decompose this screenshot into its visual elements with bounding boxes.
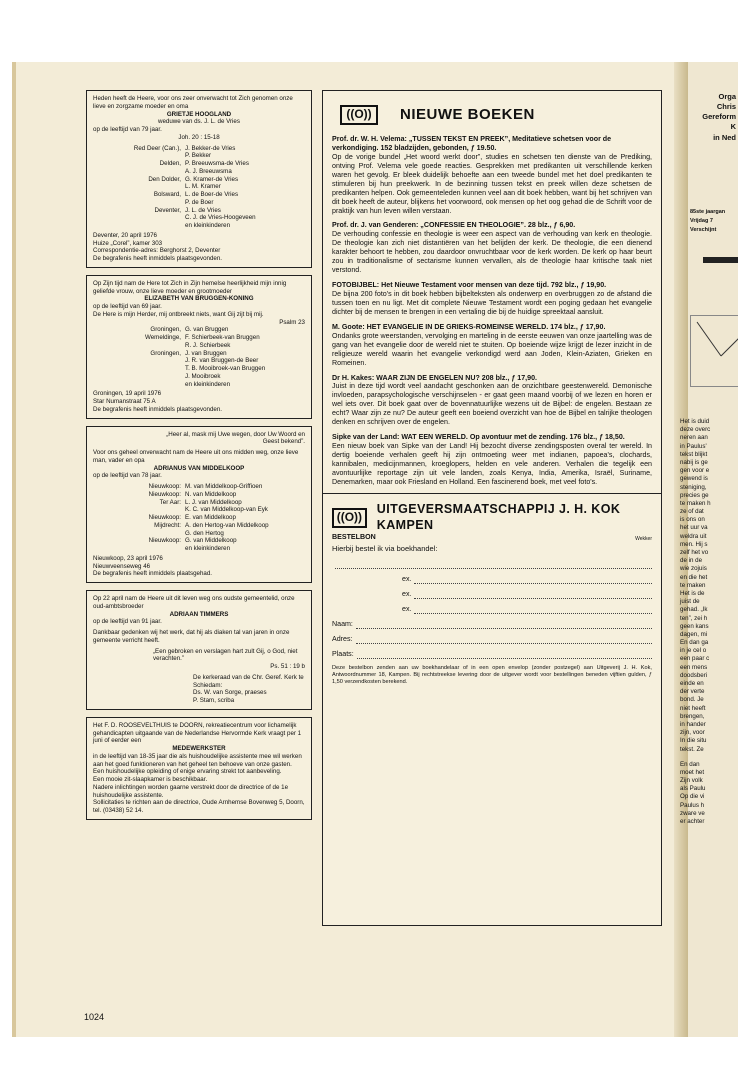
text-line: einde en [680, 680, 704, 687]
text-line: is ons on [680, 516, 705, 524]
order-title: BESTELBON [332, 533, 376, 542]
text-line: in hander [680, 720, 706, 728]
order-line[interactable] [332, 569, 652, 584]
order-line[interactable] [332, 644, 652, 659]
family-names: G. van Bruggen [185, 326, 229, 334]
kok-logo-icon: ((O)) [332, 508, 367, 528]
text-line: gehad. „Ik [680, 606, 708, 614]
advert-line: Nadere inlichtingen worden gaarne verstrekt door de directrice of de 1e huishoudelijke assistente. [93, 783, 289, 799]
family-names: J. L. de Vries [185, 206, 221, 214]
family-place [93, 183, 185, 191]
books-header [340, 105, 652, 125]
family-row [93, 214, 305, 222]
notice-footer-2: Huize „Corel”, kamer 303 [93, 239, 163, 247]
notice-footer-1: Deventer, 20 april 1976 [93, 231, 157, 239]
family-row [93, 545, 305, 553]
text-line: in Paulus' [680, 442, 707, 450]
text-line: nabij is ge [680, 458, 708, 466]
family-names: en kleinkinderen [185, 545, 231, 552]
family-place: Mijdrecht: [154, 521, 181, 529]
family-row [93, 160, 305, 168]
family-names: L. de Boer-de Vries [185, 191, 239, 198]
text-line: Gereform [702, 112, 736, 122]
family-names: P. Bekker [185, 152, 212, 160]
family-row [93, 483, 305, 491]
text-line: moet het [680, 768, 705, 776]
notice-name: GRIETJE HOOGLAND [166, 110, 232, 118]
family-row [93, 365, 305, 373]
notice-van-middelkoop [86, 426, 312, 584]
right-page-meta [690, 208, 725, 234]
text-line: Zijn volk [680, 777, 703, 785]
notice-quote: „Een gebroken en verslagen hart zult Gij, o God, niet verachten.” [153, 647, 298, 663]
text-line: men. Hij s [680, 540, 708, 548]
family-names: J. Bekker-de Vries [185, 144, 236, 152]
order-line-field[interactable] [414, 583, 652, 584]
right-page-illustration [690, 315, 738, 387]
family-list [93, 483, 305, 553]
family-place [93, 381, 185, 389]
text-line: in je cel o [680, 647, 707, 655]
family-place [93, 365, 185, 373]
family-row [93, 506, 305, 514]
kok-logo-icon: ((O)) [340, 105, 378, 125]
advert-intro: Het F. D. ROOSEVELTHUIS te DOORN, rekreatiecentrum voor lichamelijk gehandicapten uitgaande van de Nederlandse Hervormde Kerk vraagt per 1 juni of eerder een [93, 721, 302, 745]
family-place [93, 214, 185, 222]
family-row [93, 207, 305, 215]
notice-footer-3: Correspondentie-adres: Berghorst 2, Deventer [93, 247, 221, 255]
family-row [93, 530, 305, 538]
family-names: A. J. Breeuwsma [185, 167, 232, 175]
text-line: der verte [680, 688, 705, 696]
family-place: Groningen, [150, 326, 181, 334]
family-row [93, 522, 305, 530]
family-place: Deventer, [154, 206, 181, 214]
advert-line: Een mooie zit-slaapkamer is beschikbaar. [93, 776, 208, 783]
family-row [93, 199, 305, 207]
family-row [93, 152, 305, 160]
book-title: Dr H. Kakes: WAAR ZIJN DE ENGELEN NU? 208 blz., ƒ 17,90. [332, 373, 537, 382]
notice-footer-1: Groningen, 19 april 1976 [93, 390, 162, 398]
book-description: Een nieuw boek van Sipke van der Land! Hij bezocht diverse zendingsposten overal ter wereld. In dertig boeiende verhalen geeft hij zijn ontmoeting weer met indianen, papoea's, clochards, kannibalen, medicijnmannen, kroeglopers, helden en vele anderen. Verhalen die tegelijk een avontuurlijke reportage zijn uit vele landen, zoals Kenya, India, Amerika, Israël, Suriname, Denemarken, maar ook Friesland en Holland. Een fascinerend boek, met veel foto's. [332, 442, 652, 486]
notice-intro: Op Zijn tijd nam de Here tot Zich in Zijn hemelse heerlijkheid mijn innig geliefde vrouw, onze lieve moeder en grootmoeder [93, 279, 287, 295]
text-line: Verschijnt [690, 226, 717, 233]
family-names: L. M. Kramer [185, 183, 221, 191]
order-line[interactable] [332, 584, 652, 599]
text-line: tekst. Ze [680, 745, 704, 753]
family-names: J. van Bruggen [185, 349, 227, 357]
family-names: F. Schierbeek-van Bruggen [185, 334, 260, 341]
text-line: tekst blijkt [680, 450, 708, 458]
notice-footer-3: De begrafenis heeft inmiddels plaatsgevonden. [93, 405, 222, 413]
family-names: N. van Middelkoop [185, 490, 237, 498]
family-row [93, 168, 305, 176]
text-line: zelf het vo [680, 549, 709, 556]
order-line[interactable] [332, 554, 652, 569]
order-line-label: Adres: [332, 634, 353, 643]
text-line: Op die vi [680, 793, 705, 801]
family-place: Nieuwkoop: [148, 514, 181, 521]
book-description: De bijna 200 foto's in dit boek hebben bijbelteksten als onderwerp en overbruggen zo de afstand die tussen toen en nu ligt. Met dit complete Nieuwe Testament wordt een poging gedaan het evangelie dichter bij de mensen te brengen in een vertaling die bij de huidige spreektaal aansluit. [332, 290, 652, 316]
notice-sign-2: Ds. W. van Sorge, praeses [193, 689, 267, 697]
notice-sub: weduwe van ds. J. L. de Vries [158, 118, 240, 126]
text-line: Vrijdag 7 [690, 217, 713, 224]
family-row [93, 357, 305, 365]
publisher-header [332, 502, 652, 534]
book-title: Prof. dr. W. H. Velema: „TUSSEN TEKST EN PREEK”, Meditatieve schetsen voor de verkondiging. 152 bladzijden, gebonden, ƒ 19.50. [332, 135, 612, 152]
notice-intro: Voor ons geheel onverwacht nam de Heere uit ons midden weg, onze lieve man, vader en opa [93, 449, 299, 464]
notice-sign-3: P. Stam, scriba [193, 697, 235, 704]
order-line-label: Plaats: [332, 649, 354, 658]
text-line: precies ge [680, 491, 709, 499]
family-place [93, 168, 185, 176]
notice-name: ADRIAAN TIMMERS [169, 610, 229, 618]
text-line: en die het [680, 573, 708, 581]
family-row [93, 183, 305, 191]
family-place: Red Deer (Can.), [133, 144, 181, 152]
order-line-label: ex. [402, 604, 412, 613]
text-line: weldra uit [680, 532, 707, 540]
notice-verse: Joh. 20 : 15-18 [178, 133, 220, 141]
family-place [93, 357, 185, 365]
notice-footer-4: De begrafenis heeft inmiddels plaatsgevonden. [93, 255, 222, 262]
text-line: te maken [680, 581, 706, 589]
notice-footer-2: Nieuwveenseweg 46 [93, 562, 151, 570]
book-description: Ondanks grote weerstanden, vervolging en marteling in de eerste eeuwen van onze jaartelling was de gang van het evangelie door de wereld niet te stuiten. Op boeiende wijze krijgt de lezer inzicht in de religieuze wereld waarin het evangelie verkondigd werd aan Joden, Klein-Aziaten, Grieken en Romeinen. [332, 331, 652, 367]
text-line: Paulus h [680, 801, 705, 809]
family-place [93, 545, 185, 553]
order-line[interactable] [332, 614, 652, 629]
family-place [93, 342, 185, 350]
family-place [93, 530, 185, 538]
family-names: G. Kramer-de Vries [185, 175, 239, 183]
family-row [93, 499, 305, 507]
family-names: J. R. van Bruggen-de Beer [185, 357, 259, 365]
family-row [93, 145, 305, 153]
text-line: de in de [680, 557, 703, 565]
order-line-field[interactable] [414, 598, 652, 599]
advert-title: MEDEWERKSTER [172, 745, 226, 752]
illustration-lines [691, 316, 738, 386]
text-line: dagen, mi [680, 630, 708, 638]
notice-age: op de leeftijd van 78 jaar. [93, 472, 162, 480]
order-line-field[interactable] [335, 568, 652, 569]
right-page-bar [703, 257, 738, 263]
text-line: ten”, zei h [680, 614, 708, 622]
advert-line: in de leeftijd van 18-35 jaar die als huishoudelijke assistente mee wil werken aan het goed funktioneren van het geheel ten behoeve van onze gasten. [93, 752, 302, 768]
credit: Wekker [635, 535, 652, 542]
text-line: K [730, 122, 736, 132]
family-row [93, 381, 305, 389]
notice-footer-2: Star Numanstraat 75 A [93, 398, 156, 405]
advert-line: Een huishoudelijke opleiding of enige ervaring strekt tot aanbeveling. [93, 768, 282, 776]
family-row [93, 176, 305, 184]
text-line: gen voor e [680, 467, 710, 475]
notice-van-bruggen [86, 275, 312, 419]
family-names: G. den Hertog [185, 529, 224, 537]
notice-name: ELIZABETH VAN BRUGGEN-KONING [144, 295, 254, 303]
notice-intro: Heden heeft de Heere, voor ons zeer onverwacht tot Zich genomen onze lieve en zorgzame moeder en oma [93, 95, 293, 110]
family-names: J. Mooibroek [185, 372, 221, 380]
notice-age: op de leeftijd van 79 jaar. [93, 126, 162, 133]
text-line [680, 754, 711, 761]
advert-line: Sollicitaties te richten aan de directrice, Oude Arnhemse Bovenweg 5, Doorn, tel. (03438) 52 14. [93, 799, 305, 814]
text-line: doodsberi [680, 671, 708, 679]
order-line-label: ex. [402, 589, 412, 598]
page-number: 1024 [84, 1012, 105, 1022]
family-names: K. C. van Middelkoop-van Eyk [185, 506, 268, 514]
family-place [93, 373, 185, 381]
text-line: in Ned [713, 132, 736, 142]
text-line: gewend is [680, 475, 708, 483]
family-names: E. van Middelkoop [185, 514, 236, 521]
book-description: De verhouding confessie en theologie is weer een aspect van de verhouding van kerk en theologie. De theologie kan zich niet distantiëren van het belijden der kerk. De theologie, die een dienend karakter behoort te hebben, zou daardoor onvruchtbaar voor de kerk worden. De kerk op haar beurt zou in traditionalisme of sectarisme kunnen vervallen, als de theologie haar kritische taak niet verstond. [332, 230, 652, 275]
order-line-field[interactable] [356, 628, 652, 629]
family-row [93, 373, 305, 381]
notice-name: ADRIANUS VAN MIDDELKOOP [153, 464, 245, 472]
order-line-label: ex. [402, 574, 412, 583]
text-line: Het is duid [680, 418, 710, 425]
text-line: Orga [718, 92, 736, 101]
text-line: ze of dat [680, 508, 704, 516]
text-line: zware ve [680, 809, 705, 817]
text-line: bond. Je [680, 696, 704, 704]
family-names: P. de Boer [185, 198, 214, 206]
family-names: G. van Middelkoop [185, 537, 237, 545]
text-line: een mens [680, 663, 708, 671]
publisher-name: UITGEVERSMAATSCHAPPIJ J. H. KOK KAMPEN [376, 501, 621, 532]
text-line: brengen, [680, 712, 705, 720]
text-line: En dan [680, 760, 700, 768]
family-row [93, 342, 305, 350]
family-place: Ter Aar: [159, 498, 181, 506]
family-row [93, 491, 305, 499]
text-line: Chris [716, 102, 736, 112]
family-place: Delden, [159, 160, 181, 167]
notice-footer-3: De begrafenis heeft inmiddels plaatsgehad. [93, 570, 213, 578]
family-place: Nieuwkoop: [148, 537, 181, 545]
text-line: een paar c [680, 655, 710, 663]
book-description: Juist in deze tijd wordt veel aandacht geschonken aan de onzichtbare geestenwereld. Demonische invloeden, parapsychologische verschijnselen - er gaat geen maand voorbij of we lezen en horen er wel iets over. Dit boek gaat over de bovennatuurlijke wezens uit de Bijbel: de engelen. Bestaan ze echt? Waar zijn ze nu? De auteur geeft een boeiend overzicht van hoe de Bijbel en talrijke theologen denken en schrijven over de engelen. [332, 382, 652, 427]
book-title: Sipke van der Land: WAT EEN WERELD. Op avontuur met de zending. 176 blz., ƒ 18,50. [332, 433, 625, 442]
notice-intro: Op 22 april nam de Heere uit dit leven weg ons oudste gemeentelid, onze oud-ambtsbroeder [93, 595, 295, 610]
order-line-field[interactable] [356, 643, 652, 644]
family-place: Bolsward, [153, 191, 181, 198]
notice-sign-1: De kerkeraad van de Chr. Geref. Kerk te Schiedam: [193, 673, 304, 689]
family-place [93, 506, 185, 514]
notice-age: op de leeftijd van 69 jaar. [93, 303, 162, 310]
family-names: R. J. Schierbeek [185, 341, 231, 349]
text-line: niet heeft [680, 704, 706, 712]
text-line: wie zojuis [680, 565, 707, 573]
text-line: En dan ga [680, 639, 709, 647]
books-title: NIEUWE BOEKEN [400, 105, 535, 123]
order-line-label: Naam: [332, 619, 353, 628]
family-names: T. B. Mooibroek-van Bruggen [185, 365, 266, 372]
right-page-text [680, 418, 711, 826]
family-row [93, 537, 305, 545]
family-place: Groningen, [150, 349, 181, 357]
order-line[interactable] [332, 629, 652, 644]
text-line: Het is de [680, 589, 705, 597]
order-line-field[interactable] [414, 613, 652, 614]
family-row [93, 222, 305, 230]
text-line: zijn, voor [680, 729, 705, 737]
family-row [93, 191, 305, 199]
notice-footer-1: Nieuwkoop, 23 april 1976 [93, 554, 163, 562]
family-row [93, 514, 305, 522]
order-intro: Hierbij bestel ik via boekhandel: [332, 544, 438, 554]
family-row [93, 350, 305, 358]
notice-verse-text: De Here is mijn Herder, mij ontbreekt niets, want Gij zijt bij mij. [93, 310, 264, 318]
text-line: het uur va [680, 524, 708, 532]
book-list [332, 135, 652, 487]
family-names: P. Breeuwsma-de Vries [185, 160, 249, 167]
family-place [93, 222, 185, 230]
text-line: deze overc [680, 426, 711, 434]
text-line: neren aan [680, 434, 708, 442]
book-description: Op de vorige bundel „Het woord werkt door”, studies en schetsen ten dienste van de Prediking, ontving Prof. Velema vele goede reacties. Gesprekken met predikanten uit verschillende kerken waren het gevolg. Er bleek duidelijk behoefte aan een tweede bundel met het doel predikanten te stimuleren bij hun preekwerk. In de bezinning tussen tekst en preek willen deze schetsen de predikanten helpen. Ook gemeenteleden kunnen veel aan dit boek hebben, want bij het schrijven van dit boek heeft de auteur, blijkens het voorwoord, ook mensen op het oog gehad die de Schrift voor de praktijk van hun leven willen verstaan. [332, 152, 652, 215]
text-line: In die situ [680, 737, 707, 745]
text-line: steniging, [680, 483, 707, 491]
notice-age: op de leeftijd van 91 jaar. [93, 618, 162, 626]
notice-verse: Psalm 23 [279, 318, 305, 326]
family-place: Nieuwkoop: [148, 483, 181, 490]
family-row [93, 326, 305, 334]
order-line-field[interactable] [357, 658, 652, 659]
notice-hoogland [86, 90, 312, 268]
family-place: Nieuwkoop: [148, 490, 181, 498]
family-list [93, 326, 305, 388]
divider [323, 493, 661, 494]
family-names: C. J. de Vries-Hoogeveen [185, 214, 256, 222]
order-line[interactable] [332, 599, 652, 614]
notice-timmers [86, 590, 312, 710]
text-line: te maken h [680, 499, 711, 507]
family-place [93, 199, 185, 207]
text-line: als Paulu [680, 785, 706, 793]
books-advert [322, 90, 662, 926]
book-title: M. Goote: HET EVANGELIE IN DE GRIEKS-ROMEINSE WERELD. 174 blz., ƒ 17,90. [332, 322, 606, 331]
text-line: 85ste jaargan [690, 209, 726, 215]
family-names: en kleinkinderen [185, 222, 231, 229]
family-names: A. den Hertog-van Middelkoop [185, 521, 269, 529]
text-line: juist de [680, 598, 700, 606]
family-names: M. van Middelkoop-Griffioen [185, 483, 263, 490]
family-names: en kleinkinderen [185, 380, 231, 388]
family-place: Den Dolder, [148, 175, 181, 183]
family-names: L. J. van Middelkoop [185, 498, 242, 506]
notices-column [86, 90, 312, 827]
notice-body: Dankbaar gedenken wij het werk, dat hij als diaken tal van jaren in onze gemeente verricht heeft. [93, 629, 290, 644]
book-title: FOTOBIJBEL: Het Nieuwe Testament voor mensen van deze tijd. 792 blz., ƒ 19,90. [332, 281, 607, 290]
family-list [93, 145, 305, 230]
family-place [93, 152, 185, 160]
order-form [332, 554, 652, 659]
notice-quote: „Heer al, mask mij Uwe wegen, door Uw Woord en Geest bekend”. [166, 430, 305, 446]
right-page-heading [682, 92, 736, 143]
text-line: er achter [680, 818, 705, 825]
notice-verse: Ps. 51 : 19 b [270, 663, 305, 670]
job-advert [86, 717, 312, 820]
family-place: Wemeldinge, [145, 334, 181, 341]
family-row [93, 334, 305, 342]
book-title: Prof. dr. J. van Genderen: „CONFESSIE EN THEOLOGIE”. 28 blz., ƒ 6,90. [332, 221, 576, 230]
order-note: Deze bestelbon zenden aan uw boekhandelaar of in een open envelop (zonder postzegel) aan Uitgeverij J. H. Kok, Antwoordnummer 18, Kampen. Bij rechtstreekse levering door de uitgever wordt voor bestellingen beneden vijftien gulden, ƒ 1,50 verzendkosten berekend. [332, 664, 652, 685]
text-line: geen kans [680, 622, 709, 630]
